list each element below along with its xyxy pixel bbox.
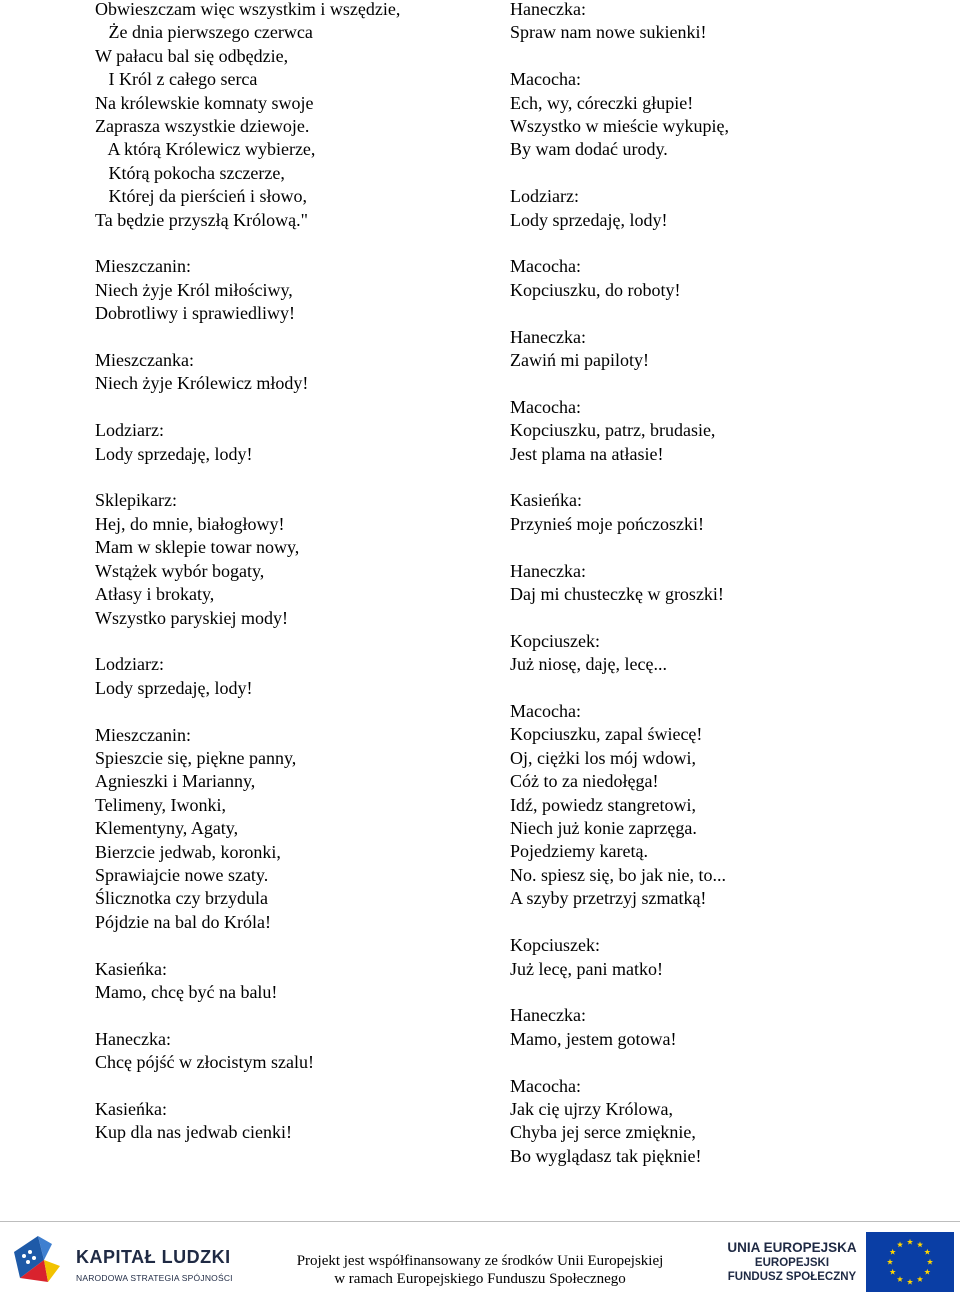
speaker-name: Mieszczanka: (95, 350, 194, 371)
verse-line: Spraw nam nowe sukienki! (510, 22, 707, 43)
speaker-name: Mieszczanin: (95, 724, 191, 745)
kapital-ludzki-subtitle: NARODOWA STRATEGIA SPÓJNOŚCI (76, 1273, 233, 1283)
verse-line: Mamo, chcę być na balu! (95, 981, 278, 1002)
eu-label-line-3: FUNDUSZ SPOŁECZNY (727, 1271, 857, 1283)
dialogue-block (510, 326, 930, 373)
dialogue-block (510, 185, 930, 232)
verse-line: Już lecę, pani matko! (510, 958, 663, 979)
speaker-name: Haneczka: (510, 326, 586, 347)
verse-line: Mam w sklepie towar nowy, (95, 537, 300, 558)
project-line-2: w ramach Europejskiego Funduszu Społecznego (334, 1271, 626, 1287)
verse-line: W pałacu bal się odbędzie, (95, 45, 289, 66)
eu-label-line-1: UNIA EUROPEJSKA (727, 1240, 857, 1255)
eu-label-line-2: EUROPEJSKI (754, 1257, 830, 1269)
verse-line: By wam dodać urody. (510, 139, 668, 160)
kapital-ludzki-title: KAPITAŁ LUDZKI (76, 1247, 231, 1267)
speaker-name: Macocha: (510, 69, 581, 90)
dialogue-block (95, 0, 485, 232)
dialogue-block (95, 724, 485, 935)
verse-line: Lody sprzedaję, lody! (95, 677, 253, 698)
dialogue-block (510, 700, 930, 911)
verse-line: Której da pierścień i słowo, (95, 186, 307, 207)
verse-line: Na królewskie komnaty swoje (95, 92, 314, 113)
verse-line: Ta będzie przyszłą Królową." (95, 209, 308, 230)
verse-line: No. spiesz się, bo jak nie, to... (510, 864, 726, 885)
speaker-name: Macocha: (510, 701, 581, 722)
right-column (510, 0, 930, 1192)
speaker-name: Haneczka: (510, 0, 586, 19)
speaker-name: Sklepikarz: (95, 490, 177, 511)
verse-line: Przynieś moje pończoszki! (510, 513, 704, 534)
verse-line: Ech, wy, córeczki głupie! (510, 92, 694, 113)
verse-line: Chyba jej serce zmięknie, (510, 1122, 696, 1143)
verse-line: Jest plama na atłasie! (510, 443, 664, 464)
dialogue-block (510, 560, 930, 607)
speaker-name: Macocha: (510, 396, 581, 417)
verse-line: Obwieszczam więc wszystkim i wszędzie, (95, 0, 401, 19)
verse-line: Bierzcie jedwab, koronki, (95, 841, 281, 862)
verse-line: Wstążek wybór bogaty, (95, 560, 265, 581)
dialogue-block (510, 489, 930, 536)
verse-line: Oj, ciężki los mój wdowi, (510, 747, 696, 768)
footer (0, 1222, 960, 1299)
eu-fund-label (722, 1240, 862, 1284)
dialogue-block (510, 1004, 930, 1051)
verse-line: Wszystko paryskiej mody! (95, 607, 288, 628)
verse-line: Zawiń mi papiloty! (510, 350, 649, 371)
verse-line: I Król z całego serca (95, 69, 258, 90)
verse-line: Hej, do mnie, białogłowy! (95, 513, 285, 534)
verse-line: Klementyny, Agaty, (95, 818, 239, 839)
verse-line: Wszystko w mieście wykupię, (510, 116, 729, 137)
verse-line: Kopciuszku, do roboty! (510, 279, 681, 300)
verse-line: A szyby przetrzyj szmatką! (510, 888, 707, 909)
left-column (95, 0, 485, 1168)
dialogue-block (95, 349, 485, 396)
verse-line: Agnieszki i Marianny, (95, 771, 256, 792)
speaker-name: Macocha: (510, 256, 581, 277)
verse-line: Kup dla nas jedwab cienki! (95, 1122, 292, 1143)
verse-line: Jak cię ujrzy Królowa, (510, 1098, 673, 1119)
verse-line: Sprawiajcie nowe szaty. (95, 864, 269, 885)
dialogue-block (510, 255, 930, 302)
speaker-name: Haneczka: (510, 1005, 586, 1026)
kapital-ludzki-logo (8, 1230, 240, 1290)
dialogue-block (95, 419, 485, 466)
verse-line: Dobrotliwy i sprawiedliwy! (95, 303, 295, 324)
speaker-name: Haneczka: (510, 560, 586, 581)
verse-line: Którą pokocha szczerze, (95, 162, 285, 183)
verse-line: Daj mi chusteczkę w groszki! (510, 584, 724, 605)
speaker-name: Kopciuszek: (510, 630, 600, 651)
verse-line: Kopciuszku, zapal świecę! (510, 724, 703, 745)
speaker-name: Kasieńka: (510, 490, 582, 511)
dialogue-block (510, 1075, 930, 1169)
dialogue-block (95, 653, 485, 700)
verse-line: Lody sprzedaję, lody! (510, 209, 668, 230)
verse-line: Chcę pójść w złocistym szalu! (95, 1052, 314, 1073)
verse-line: Telimeny, Iwonki, (95, 794, 227, 815)
verse-line: Kopciuszku, patrz, brudasie, (510, 420, 716, 441)
verse-line: Niech żyje Królewicz młody! (95, 373, 309, 394)
kapital-ludzki-emblem-icon (8, 1230, 68, 1290)
verse-line: Bo wyglądasz tak pięknie! (510, 1145, 702, 1166)
verse-line: Niech już konie zaprzęga. (510, 818, 697, 839)
project-line-1: Projekt jest współfinansowany ze środków Unii Europejskiej (296, 1253, 664, 1269)
eu-flag-icon (866, 1232, 954, 1292)
verse-line: Ślicznotka czy brzydula (95, 888, 268, 909)
dialogue-block (95, 1028, 485, 1075)
speaker-name: Lodziarz: (95, 420, 164, 441)
dialogue-block (95, 489, 485, 629)
verse-line: Że dnia pierwszego czerwca (95, 22, 313, 43)
verse-line: Cóż to za niedołęga! (510, 771, 659, 792)
speaker-name: Kopciuszek: (510, 935, 600, 956)
verse-line: Idź, powiedz stangretowi, (510, 794, 696, 815)
speaker-name: Kasieńka: (95, 1098, 167, 1119)
dialogue-block (510, 934, 930, 981)
dialogue-block (510, 68, 930, 162)
speaker-name: Lodziarz: (95, 654, 164, 675)
verse-line: Mamo, jestem gotowa! (510, 1028, 677, 1049)
dialogue-block (510, 396, 930, 466)
dialogue-block (95, 1098, 485, 1145)
verse-line: Zaprasza wszystkie dziewoje. (95, 116, 310, 137)
verse-line: Już niosę, daję, lecę... (510, 654, 667, 675)
speaker-name: Haneczka: (95, 1028, 171, 1049)
dialogue-block (95, 958, 485, 1005)
verse-line: Atłasy i brokaty, (95, 584, 215, 605)
verse-line: A którą Królewicz wybierze, (95, 139, 316, 160)
dialogue-block (510, 0, 930, 45)
verse-line: Pojedziemy karetą. (510, 841, 648, 862)
dialogue-block (510, 630, 930, 677)
speaker-name: Kasieńka: (95, 958, 167, 979)
verse-line: Lody sprzedaję, lody! (95, 443, 253, 464)
speaker-name: Mieszczanin: (95, 256, 191, 277)
verse-line: Spieszcie się, piękne panny, (95, 747, 297, 768)
verse-line: Pójdzie na bal do Króla! (95, 911, 271, 932)
verse-line: Niech żyje Król miłościwy, (95, 279, 293, 300)
project-funding-note (250, 1252, 710, 1288)
dialogue-block (95, 255, 485, 325)
speaker-name: Lodziarz: (510, 186, 579, 207)
speaker-name: Macocha: (510, 1075, 581, 1096)
